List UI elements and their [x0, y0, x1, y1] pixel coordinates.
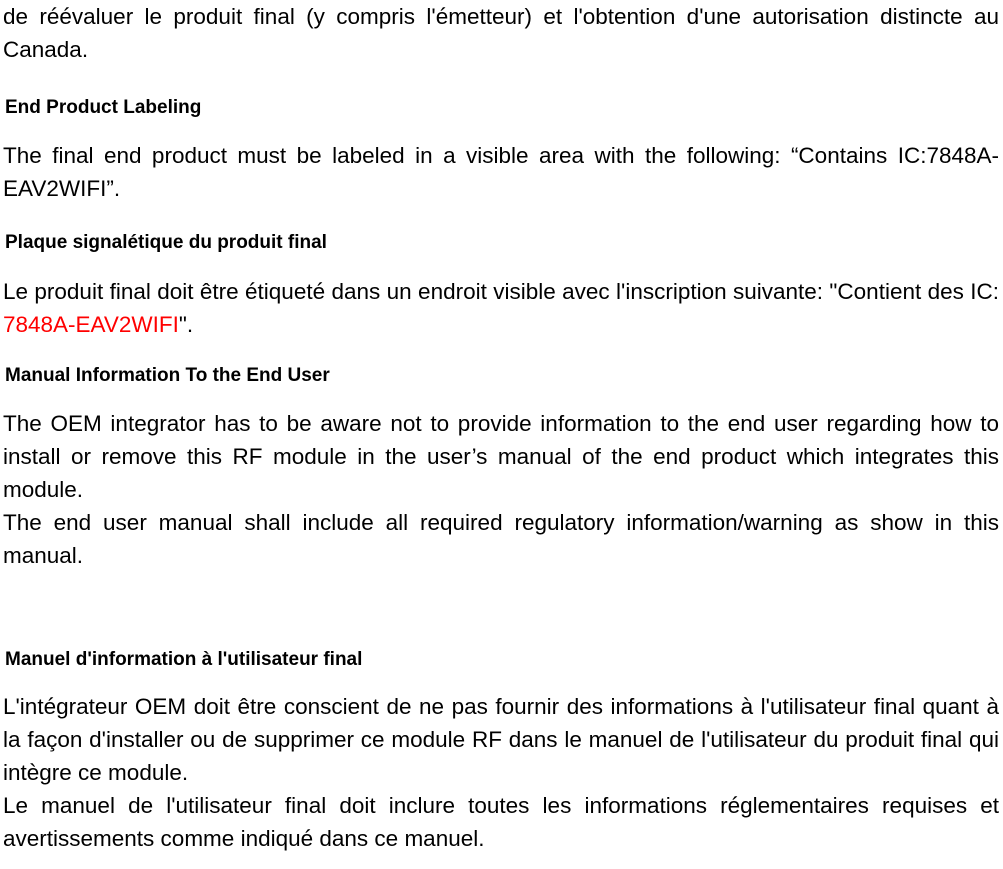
- manual-information-paragraph-2: The end user manual shall include all required regulatory information/warning as show in this manual.: [3, 510, 999, 568]
- manuel-information-paragraph-1: L'intégrateur OEM doit être conscient de ne pas fournir des informations à l'utilisateur final quant à la façon d'installer ou de supprimer ce module RF dans le manuel de l'utilisateur du produit final qui intègre ce module.: [3, 694, 999, 785]
- plaque-text-before: Le produit final doit être étiqueté dans un endroit visible avec l'inscription suivante: "Contient des IC:: [3, 279, 999, 304]
- plaque-signaletique-paragraph: [3, 275, 999, 341]
- manual-information-heading: Manual Information To the End User: [5, 365, 330, 386]
- end-product-labeling-paragraph: The final end product must be labeled in a visible area with the following: “Contains IC:7848A-EAV2WIFI”.: [3, 143, 999, 201]
- end-product-labeling-heading: End Product Labeling: [5, 97, 202, 118]
- intro-paragraph: de réévaluer le produit final (y compris l'émetteur) et l'obtention d'une autorisation distincte au Canada.: [3, 4, 999, 62]
- plaque-ic-number: 7848A-EAV2WIFI: [3, 312, 179, 337]
- manual-information-paragraph-1: The OEM integrator has to be aware not to provide information to the end user regarding how to install or remove this RF module in the user’s manual of the end product which integrates this module.: [3, 411, 999, 502]
- manuel-information-paragraph-2: Le manuel de l'utilisateur final doit inclure toutes les informations réglementaires requises et avertissements comme indiqué dans ce manuel.: [3, 793, 999, 851]
- manuel-information-heading: Manuel d'information à l'utilisateur final: [5, 649, 363, 670]
- plaque-text-after: ".: [178, 312, 194, 337]
- plaque-signaletique-heading: Plaque signalétique du produit final: [5, 232, 327, 253]
